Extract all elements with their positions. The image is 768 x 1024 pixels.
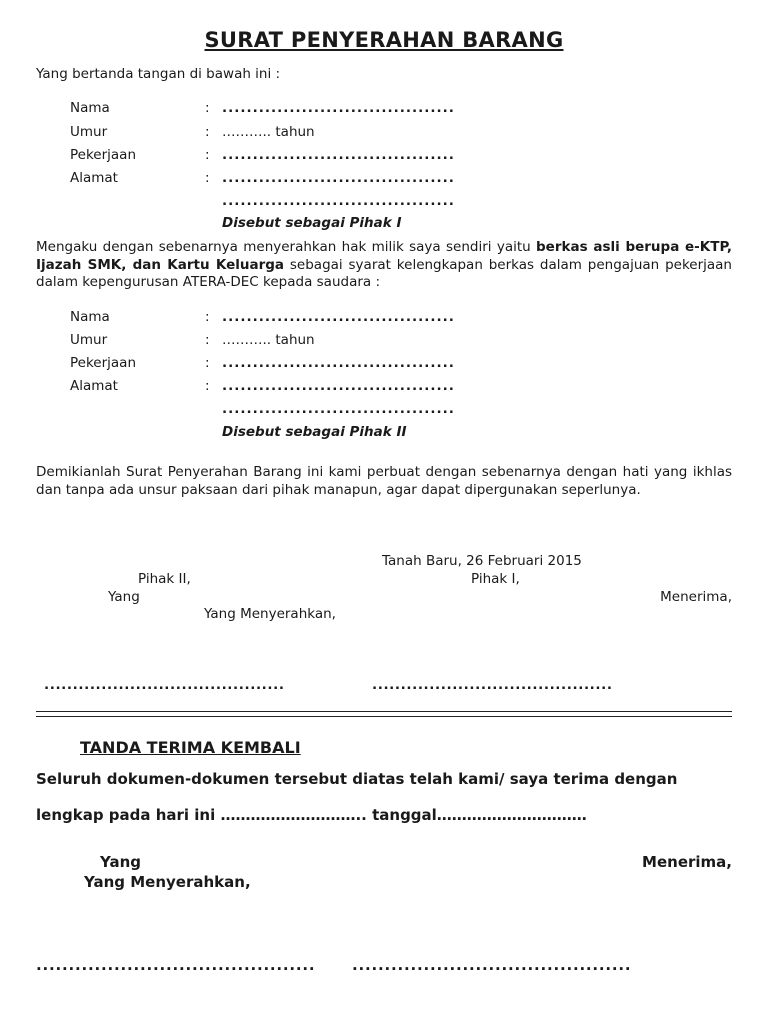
sign-menerima-label: Menerima, [660,589,732,605]
receipt-yang-label: Yang [100,853,142,871]
divider-line-bottom [36,716,732,717]
party1-job-label: Pekerjaan [70,147,137,163]
party2-address-colon: : [205,378,210,394]
party2-age-label: Umur [70,332,108,348]
party2-address-label: Alamat [70,378,118,394]
party1-address-colon: : [205,170,210,186]
document-title: SURAT PENYERAHAN BARANG [204,28,564,52]
party1-designation: Disebut sebagai Pihak I [222,215,402,231]
receipt-menyerahkan-label: Yang Menyerahkan, [84,873,251,891]
handover-paragraph [36,239,732,292]
sign-yang-label: Yang [108,589,140,605]
party-ii-label: Pihak II, [138,571,191,587]
place-date: Tanah Baru, 26 Februari 2015 [382,553,582,569]
signature-line-left: .......................................... [44,677,285,693]
party2-job-colon: : [205,355,210,371]
party1-job-value: ...................................... [222,147,455,163]
party1-address-value: ...................................... [222,170,455,186]
party1-name-colon: : [205,100,210,116]
party2-job-label: Pekerjaan [70,355,137,371]
receipt-heading: TANDA TERIMA KEMBALI [80,738,301,757]
divider-line-top [36,711,732,712]
party1-address-line2: ...................................... [222,193,455,209]
receipt-line1: Seluruh dokumen-dokumen tersebut diatas telah kami/ saya terima dengan [36,770,678,788]
handover-text-part2: sebagai syarat kelengkapan berkas dalam pengajuan pekerjaan dalam kepengurusan ATERA-DEC kepada saudara : [36,256,732,290]
party2-age-colon: : [205,332,210,348]
party1-job-colon: : [205,147,210,163]
handover-items-bold: berkas asli berupa e-KTP, Ijazah SMK, dan Kartu Keluarga [36,239,733,273]
party2-job-value: ...................................... [222,355,455,371]
receipt-signature-left: ........................................... [36,956,316,974]
closing-paragraph: Demikianlah Surat Penyerahan Barang ini kami perbuat dengan sebenarnya dengan hati yang ikhlas dan tanpa ada unsur paksaan dari pihak manapun, agar dapat dipergunakan seperlunya. [36,464,732,498]
party1-name-value: ...................................... [222,100,455,116]
party1-address-label: Alamat [70,170,118,186]
party2-designation: Disebut sebagai Pihak II [222,424,407,440]
party1-name-label: Nama [70,100,110,116]
party1-age-value: ……….. tahun [222,124,315,140]
party2-address-line2: ...................................... [222,401,455,417]
party2-age-value: ……….. tahun [222,332,315,348]
receipt-signature-right: ........................................... [352,956,632,974]
handover-text-part1: Mengaku dengan sebenarnya menyerahkan hak milik saya sendiri yaitu [36,239,531,255]
receipt-line2: lengkap pada hari ini ……………………….. tanggal………………………… [36,806,587,824]
intro-text: Yang bertanda tangan di bawah ini : [36,66,281,82]
party1-age-label: Umur [70,124,108,140]
party-i-label: Pihak I, [471,571,520,587]
sign-menyerahkan-label: Yang Menyerahkan, [204,606,336,622]
party1-age-colon: : [205,124,210,140]
party2-name-value: ...................................... [222,309,455,325]
receipt-menerima-label: Menerima, [642,853,732,871]
signature-line-right: .......................................... [372,677,613,693]
party2-name-colon: : [205,309,210,325]
party2-name-label: Nama [70,309,110,325]
party2-address-value: ...................................... [222,378,455,394]
